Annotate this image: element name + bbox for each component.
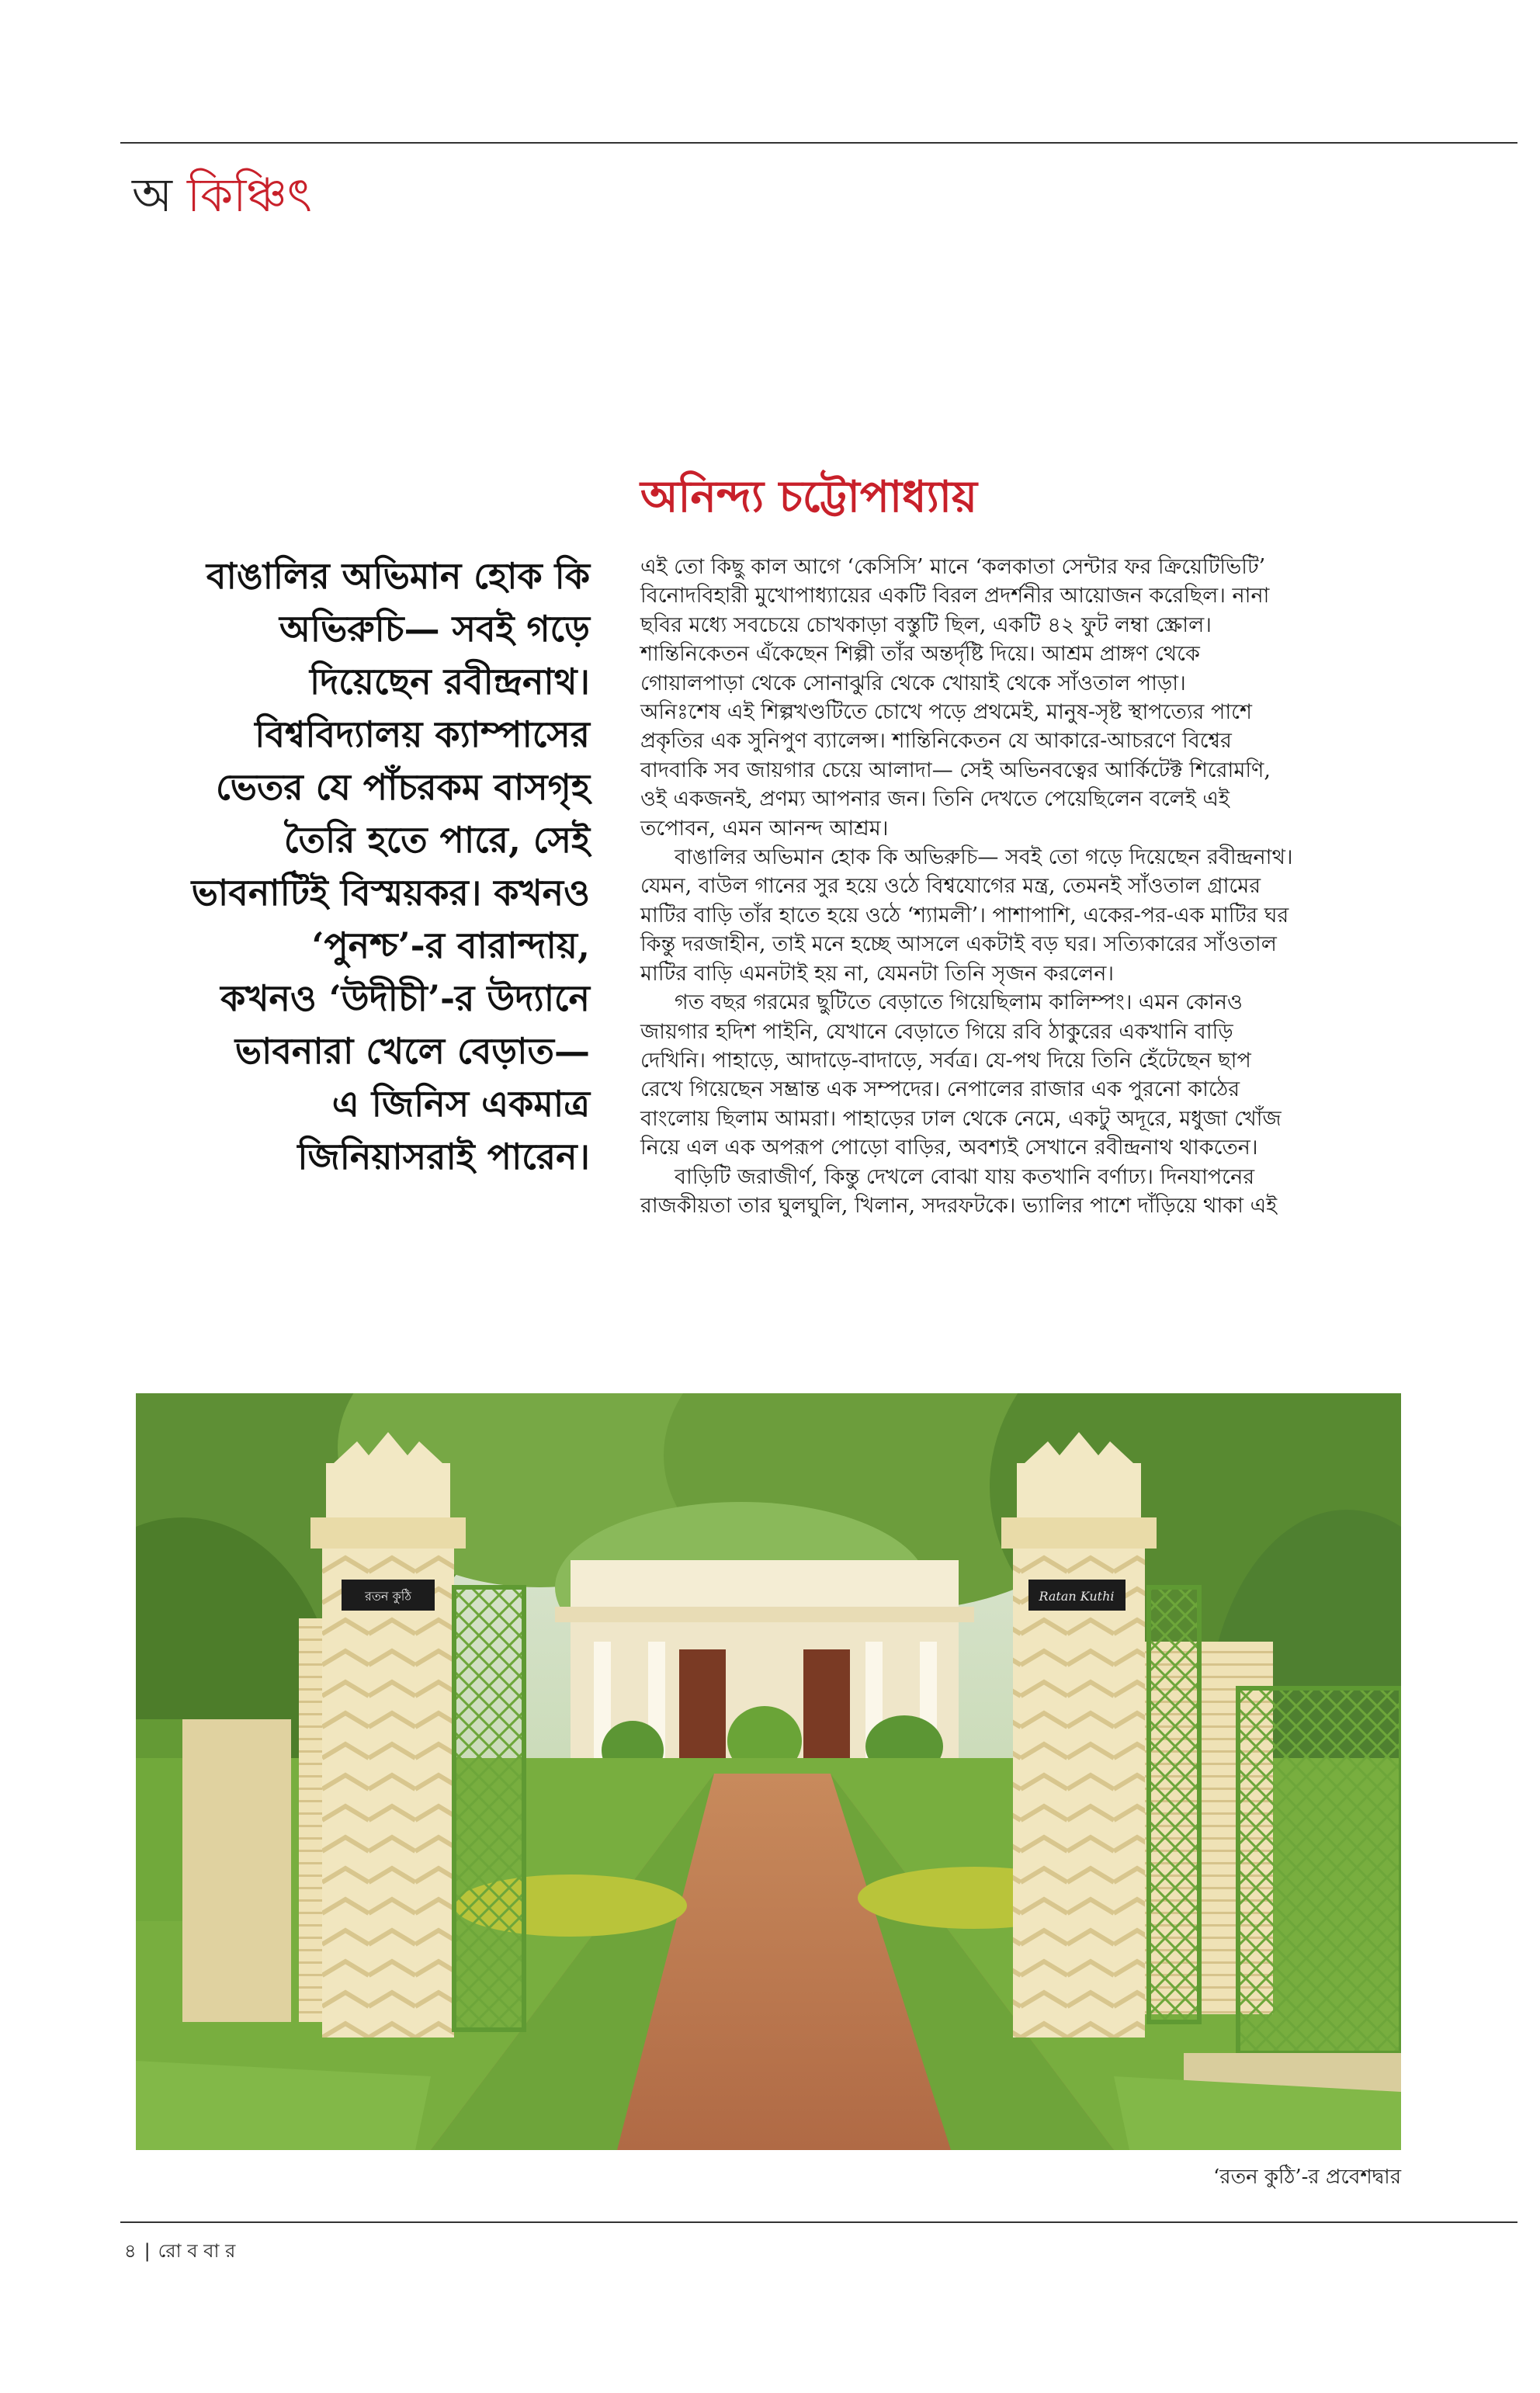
article-body [640,553,1409,1220]
body-line: জায়গার হদিশ পাইনি, যেখানে বেড়াতে গিয়ে রবি ঠাকুরের একখানি বাড়ি [640,1019,1233,1044]
pull-quote-line: অভিরুচি— সবই গড়ে [279,608,590,650]
body-line: রাজকীয়তা তার ঘুলঘুলি, খিলান, সদরফটকে। ভ্যালির পাশে দাঁড়িয়ে থাকা এই [640,1193,1278,1218]
body-line: গোয়ালপাড়া থেকে সোনাঝুরি থেকে খোয়াই থেকে সাঁওতাল পাড়া। [640,671,1186,695]
pull-quote [124,550,590,1183]
body-line: বাংলোয় ছিলাম আমরা। পাহাড়ের ঢাল থেকে নেমে, একটু অদূরে, মধুজা খোঁজ [640,1106,1282,1131]
section-name: কিঞ্চিৎ [187,168,312,223]
publication-name: রো ব বা র [158,2240,236,2262]
body-line: এই তো কিছু কাল আগে ‘কেসিসি’ মানে ‘কলকাতা সেন্টার ফর ক্রিয়েটিভিটি’ [640,555,1266,579]
body-line: বিনোদবিহারী মুখোপাধ্যায়ের একটি বিরল প্রদর্শনীর আয়োজন করেছিল। নানা [640,584,1270,609]
pull-quote-line: বাঙালির অভিমান হোক কি [206,555,590,597]
body-line: দেখিনি। পাহাড়ে, আদাড়ে-বাদাড়ে, সর্বত্র। যে-পথ দিয়ে তিনি হেঁটেছেন ছাপ [640,1048,1251,1073]
bottom-rule [120,2221,1517,2223]
body-line: নিয়ে এল এক অপরূপ পোড়ো বাড়ির, অবশ্যই সেখানে রবীন্দ্রনাথ থাকতেন। [640,1136,1258,1160]
page-number: ৪ [124,2240,137,2262]
body-line: তপোবন, এমন আনন্দ আশ্রম। [640,816,889,841]
body-line: অনিঃশেষ এই শিল্পখণ্ডটিতে চোখে পড়ে প্রথমেই, মানুষ-সৃষ্ট স্থাপত্যের পাশে [640,700,1252,725]
body-line: বাদবাকি সব জায়গার চেয়ে আলাদা— সেই অভিনবত্বের আর্কিটেক্ট শিরোমণি, [640,758,1271,782]
body-line: ওই একজনই, প্রণম্য আপনার জন। তিনি দেখতে পেয়েছিলেন বলেই এই [640,787,1230,812]
pull-quote-line: এ জিনিস একমাত্র [331,1083,590,1125]
pull-quote-line: ভেতর যে পাঁচরকম বাসগৃহ [215,766,590,808]
section-prefix: অ [132,168,172,223]
pull-quote-line: বিশ্ববিদ্যালয় ক্যাম্পাসের [255,713,590,755]
pull-quote-line: জিনিয়াসরাই পারেন। [297,1136,590,1177]
top-rule [120,142,1517,144]
body-line: কিন্তু দরজাহীন, তাই মনে হচ্ছে আসলে একটাই বড় ঘর। সত্যিকারের সাঁওতাল [640,932,1277,957]
pull-quote-line: ‘পুনশ্চ’-র বারান্দায়, [311,924,590,966]
page-footer [124,2235,235,2266]
body-line: প্রকৃতির এক সুনিপুণ ব্যালেন্স। শান্তিনিকেতন যে আকারে-আচরণে বিশ্বের [640,729,1232,754]
body-line: শান্তিনিকেতন এঁকেছেন শিল্পী তাঁর অন্তর্দৃষ্টি দিয়ে। আশ্রম প্রাঙ্গণ থেকে [640,642,1200,667]
pull-quote-line: ভাবনাটিই বিস্ময়কর। কখনও [191,872,590,914]
body-line: রেখে গিয়েছেন সম্ভ্রান্ত এক সম্পদের। নেপালের রাজার এক পুরনো কাঠের [640,1077,1240,1102]
gate-photo [136,1393,1401,2150]
right-nameplate-text: Ratan Kuthi [1039,1589,1115,1604]
pull-quote-line: ভাবনারা খেলে বেড়াত— [234,1030,590,1072]
body-line: যেমন, বাউল গানের সুর হয়ে ওঠে বিশ্বযোগের মন্ত্র, তেমনই সাঁওতাল গ্রামের [640,874,1261,899]
pull-quote-line: তৈরি হতে পারে, সেই [283,819,590,861]
left-nameplate-text: রতন কুঠি [365,1589,411,1604]
author-byline: অনিন্দ্য চট্টোপাধ্যায় [640,471,977,522]
body-line: বাড়িটি জরাজীর্ণ, কিন্তু দেখলে বোঝা যায় কতখানি বর্ণাঢ্য। দিনযাপনের [675,1164,1255,1189]
pull-quote-line: দিয়েছেন রবীন্দ্রনাথ। [309,661,590,702]
body-line: ছবির মধ্যে সবচেয়ে চোখকাড়া বস্তুটি ছিল, একটি ৪২ ফুট লম্বা স্ক্রোল। [640,612,1212,637]
gate-photo-illustration [136,1393,1401,2150]
body-line: মাটির বাড়ি এমনটাই হয় না, যেমনটা তিনি সৃজন করলেন। [640,961,1115,986]
body-line: বাঙালির অভিমান হোক কি অভিরুচি— সবই তো গড়ে দিয়েছেন রবীন্দ্রনাথ। [675,845,1293,870]
body-line: গত বছর গরমের ছুটিতে বেড়াতে গিয়েছিলাম কালিম্পং। এমন কোনও [675,990,1243,1015]
pull-quote-line: কখনও ‘উদীচী’-র উদ্যানে [220,977,590,1019]
section-title [132,165,312,227]
photo-caption: ‘রতন কুঠি’-র প্রবেশদ্বার [1213,2166,1401,2189]
footer-separator: | [144,2240,151,2262]
body-line: মাটির বাড়ি তাঁর হাতে হয়ে ওঠে ‘শ্যামলী’। পাশাপাশি, একের-পর-এক মাটির ঘর [640,903,1289,928]
